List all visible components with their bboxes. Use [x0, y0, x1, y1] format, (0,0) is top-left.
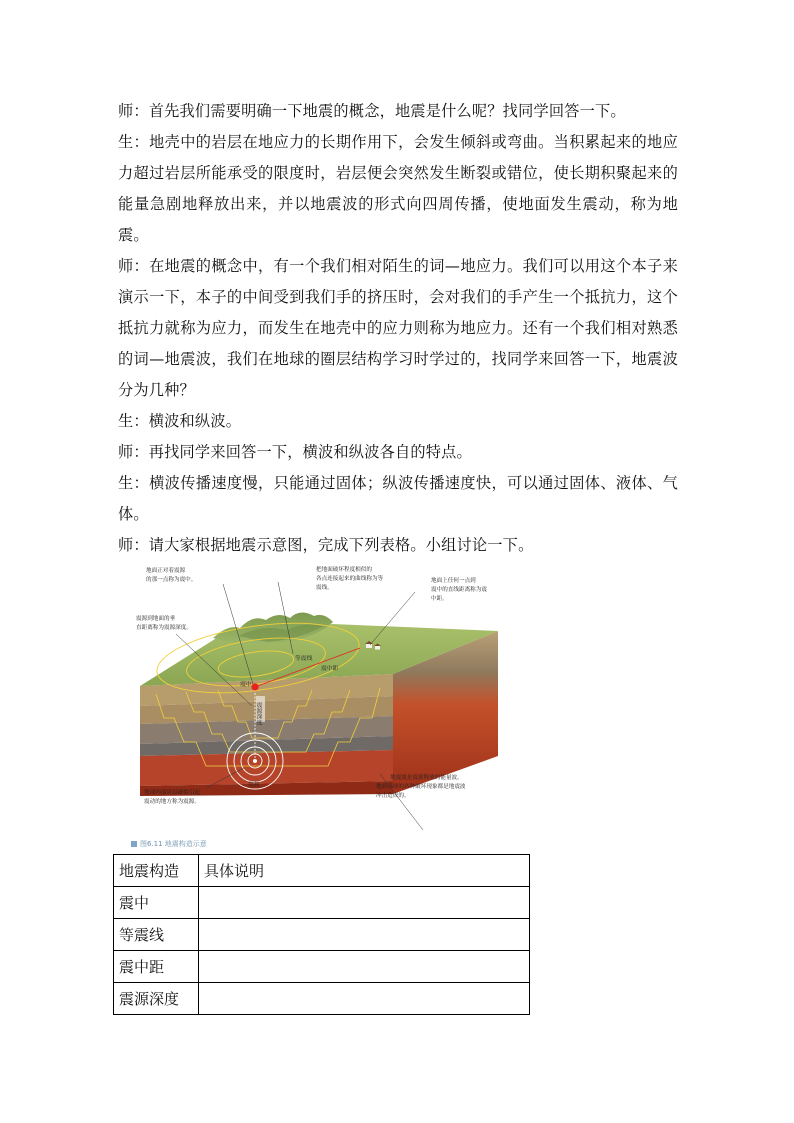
dialogue-text: [118, 96, 678, 561]
table-header-structure: 地震构造: [114, 855, 199, 887]
svg-text:震中的直线距离称为震: 震中的直线距离称为震: [431, 587, 487, 593]
caption-square-icon: [131, 841, 137, 847]
table-header-description: 具体说明: [199, 855, 530, 887]
figure-caption: [131, 839, 207, 849]
focal-depth-label: 震源深度: [255, 702, 261, 726]
paragraph-teacher-2: 师：在地震的概念中，有一个我们相对陌生的词—地应力。我们可以用这个本子来演示一下，本子的中间受到我们手的挤压时，会对我们的手产生一个抵抗力，这个抵抗力就称为应力，而发生在地壳中的应力则称为地应力。还有一个我们相对熟悉的词—地震波，我们在地球的圈层结构学习时学过的，找同学来回答一下，地震波分为几种？: [118, 257, 678, 399]
svg-text:震源到地面的垂: 震源到地面的垂: [136, 616, 176, 622]
annotation-epicenter: [146, 566, 196, 583]
table-cell-description[interactable]: [199, 919, 530, 951]
annotation-seismic-wave: [376, 773, 466, 799]
svg-text:冲击造成的。: 冲击造成的。: [376, 793, 410, 799]
table-cell-term: 震中距: [114, 951, 199, 983]
figure-caption-text: 图6.11 地震构造示意: [140, 840, 207, 848]
paragraph-teacher-4: 师：请大家根据地震示意图，完成下列表格。小组讨论一下。: [118, 536, 534, 554]
table-cell-description[interactable]: [199, 887, 530, 919]
svg-text:地面出现的各种破坏现象都是地震波: 地面出现的各种破坏现象都是地震波: [376, 784, 466, 790]
svg-text:地面正对着震源: 地面正对着震源: [146, 568, 186, 574]
svg-text:把地面破坏程度相似的: 把地面破坏程度相似的: [316, 567, 372, 573]
epicenter-label: 震中: [240, 682, 252, 688]
annotation-isoseismal: [316, 565, 384, 591]
paragraph-student-3: 生：横波传播速度慢，只能通过固体；纵波传播速度快，可以通过固体、液体、气体。: [118, 474, 678, 523]
paragraph-teacher-3: 师：再找同学来回答一下，横波和纵波各自的特点。: [118, 443, 472, 461]
svg-text:震线。: 震线。: [316, 585, 333, 591]
svg-text:震动的地方称为震源。: 震动的地方称为震源。: [144, 799, 200, 805]
table-row: [114, 983, 530, 1015]
layer-red-rock: [140, 750, 393, 786]
annotation-focal-depth: [136, 614, 192, 631]
earthquake-structure-diagram: [128, 556, 508, 846]
annotation-epicentral-distance: [431, 576, 487, 602]
paragraph-student-1: 生：地壳中的岩层在地应力的长期作用下，会发生倾斜或弯曲。当积累起来的地应力超过岩层所能承受的限度时，岩层便会突然发生断裂或错位，使长期积聚起来的能量急剧地释放出来，并以地震波的形式向四周传播，使地面发生震动，称为地震。: [118, 133, 678, 244]
table-cell-description[interactable]: [199, 951, 530, 983]
table-cell-term: 等震线: [114, 919, 199, 951]
table-cell-term: 震中: [114, 887, 199, 919]
earthquake-structure-table: [113, 854, 530, 1015]
table-row: [114, 887, 530, 919]
svg-text:中距。: 中距。: [431, 596, 448, 602]
svg-text:各点连接起来的曲线称为等: 各点连接起来的曲线称为等: [316, 576, 384, 582]
table-cell-term: 震源深度: [114, 983, 199, 1015]
focus-label: 震源: [248, 782, 260, 788]
epicentral-distance-label: 震中距: [321, 666, 339, 672]
svg-text:直距离称为震源深度。: 直距离称为震源深度。: [136, 625, 192, 631]
svg-text:地震波是震源释放的能量波。: 地震波是震源释放的能量波。: [390, 775, 463, 781]
svg-text:的那一点称为震中。: 的那一点称为震中。: [146, 577, 197, 583]
table-row: [114, 951, 530, 983]
svg-text:地球内部岩层破裂引起: 地球内部岩层破裂引起: [144, 790, 200, 796]
epicenter-dot: [251, 683, 258, 690]
paragraph-teacher-1: 师：首先我们需要明确一下地震的概念，地震是什么呢？找同学回答一下。: [118, 102, 626, 120]
table-row: [114, 919, 530, 951]
annotation-focus: [144, 788, 200, 805]
isoseismal-label: 等震线: [295, 656, 313, 662]
table-header-row: [114, 855, 530, 887]
paragraph-student-2: 生：横波和纵波。: [118, 412, 242, 430]
svg-text:地面上任何一点到: 地面上任何一点到: [431, 578, 476, 584]
table-cell-description[interactable]: [199, 983, 530, 1015]
